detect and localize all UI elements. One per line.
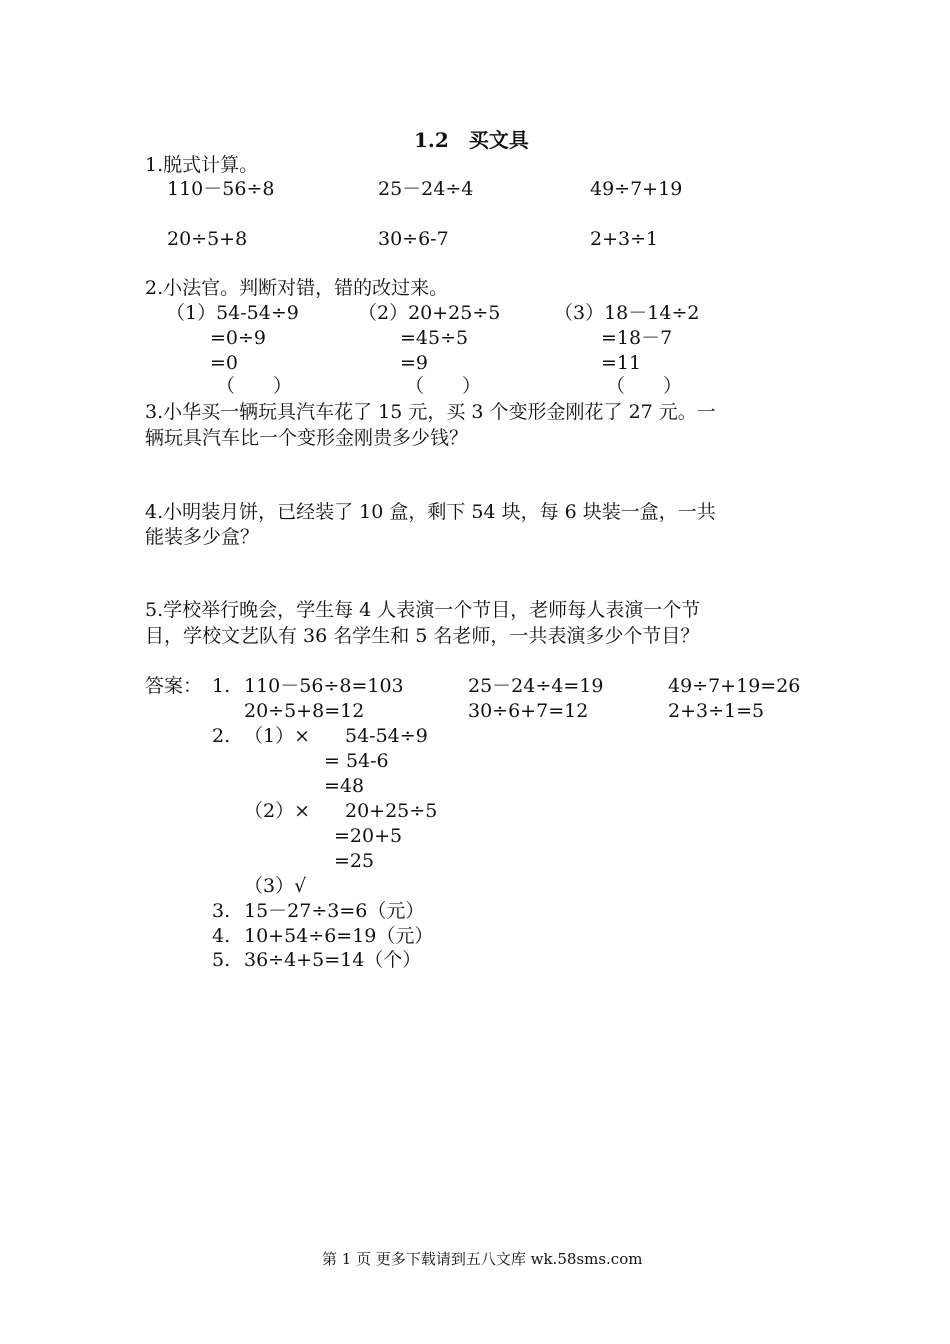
- q1-heading: 1.脱式计算。: [145, 154, 259, 176]
- answer-1-number: 1.: [212, 675, 231, 697]
- q2-item-1-label: （1）54-54÷9: [166, 302, 299, 324]
- q2-item-1-judge: （ ）: [216, 375, 293, 397]
- answer-2-item-2-step1: =20+5: [334, 825, 403, 847]
- q2-item-1-step2: =0: [210, 352, 239, 374]
- answer-2-number: 2.: [212, 725, 231, 747]
- q1-expr-4: 20÷5+8: [167, 228, 248, 250]
- q1-expr-2: 25－24÷4: [378, 178, 474, 200]
- q1-expr-3: 49÷7+19: [590, 178, 683, 200]
- answer-2-item-3-mark: （3）√: [244, 875, 307, 897]
- q3-line2: 辆玩具汽车比一个变形金刚贵多少钱？: [145, 427, 469, 449]
- answer-2-item-1-step1: = 54-6: [324, 750, 389, 772]
- q2-item-2-step2: =9: [400, 352, 429, 374]
- q2-item-3-judge: （ ）: [606, 375, 683, 397]
- answer-1-expr-5: 30÷6+7=12: [468, 700, 589, 722]
- answer-3-text: 15－27÷3=6（元）: [244, 900, 425, 922]
- answer-1-expr-3: 49÷7+19=26: [668, 675, 801, 697]
- q2-item-2-judge: （ ）: [405, 375, 482, 397]
- page-footer: 第 1 页 更多下载请到五八文库 wk.58sms.com: [322, 1250, 643, 1268]
- answer-1-expr-4: 20÷5+8=12: [244, 700, 365, 722]
- answer-2-item-2-step2: =25: [334, 850, 375, 872]
- q2-item-2-label: （2）20+25÷5: [358, 302, 501, 324]
- q5-line1: 5.学校举行晚会，学生每 4 人表演一个节目，老师每人表演一个节: [145, 599, 701, 621]
- answer-5-number: 5.: [212, 949, 231, 971]
- page-title: 1.2 买文具: [414, 128, 529, 152]
- q2-item-3-step2: =11: [601, 352, 642, 374]
- answer-1-expr-6: 2+3÷1=5: [668, 700, 765, 722]
- answer-2-item-1-expr: 54-54÷9: [345, 725, 428, 747]
- answer-1-expr-1: 110－56÷8=103: [244, 675, 404, 697]
- answer-4-number: 4.: [212, 925, 231, 947]
- answer-2-item-2-mark: （2）×: [244, 800, 311, 822]
- q4-line2: 能装多少盒？: [145, 526, 260, 548]
- answer-5-text: 36÷4+5=14（个）: [244, 949, 422, 971]
- answer-4-text: 10+54÷6=19（元）: [244, 925, 434, 947]
- q2-item-3-step1: =18－7: [601, 327, 673, 349]
- q2-item-1-step1: =0÷9: [210, 327, 267, 349]
- q1-expr-1: 110－56÷8: [167, 178, 275, 200]
- q5-line2: 目，学校文艺队有 36 名学生和 5 名老师，一共表演多少个节目？: [145, 625, 700, 647]
- q2-item-2-step1: =45÷5: [400, 327, 469, 349]
- answer-3-number: 3.: [212, 900, 231, 922]
- answer-2-item-1-mark: （1）×: [244, 725, 311, 747]
- q1-expr-6: 2+3÷1: [590, 228, 659, 250]
- q1-expr-5: 30÷6-7: [378, 228, 449, 250]
- q4-line1: 4.小明装月饼，已经装了 10 盒，剩下 54 块，每 6 块装一盒，一共: [145, 501, 716, 523]
- q2-item-3-label: （3）18－14÷2: [554, 302, 700, 324]
- q3-line1: 3.小华买一辆玩具汽车花了 15 元，买 3 个变形金刚花了 27 元。一: [145, 401, 716, 423]
- answers-label: 答案：: [145, 675, 203, 697]
- answer-2-item-2-expr: 20+25÷5: [345, 800, 438, 822]
- answer-1-expr-2: 25－24÷4=19: [468, 675, 604, 697]
- q2-heading: 2.小法官。判断对错，错的改过来。: [145, 277, 449, 299]
- answer-2-item-1-step2: =48: [324, 775, 365, 797]
